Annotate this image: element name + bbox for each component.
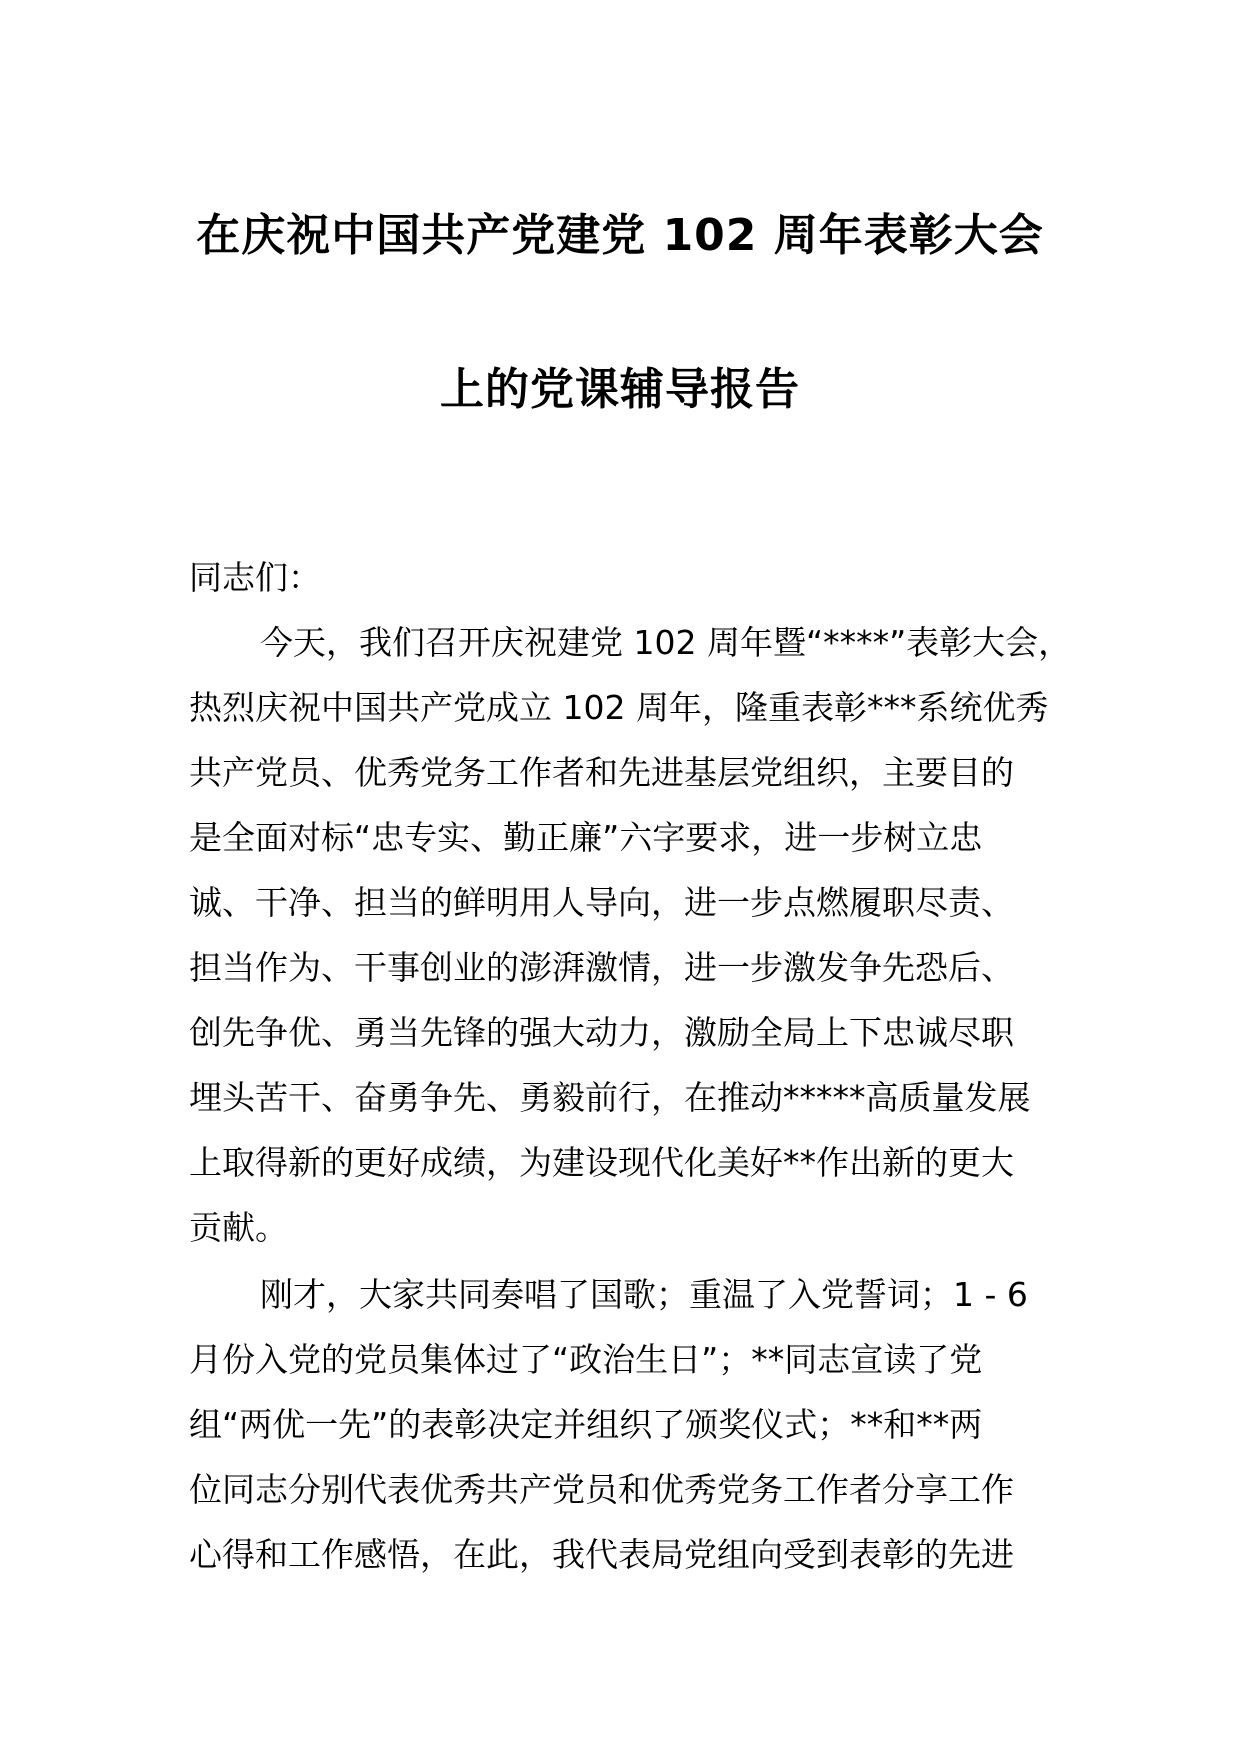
paragraph-line: 担当作为、干事创业的澎湃激情，进一步激发争先恐后、	[189, 948, 1014, 987]
paragraph-line: 今天，我们召开庆祝建党 102 周年暨“****”表彰大会，	[260, 623, 1072, 662]
document-title-line-2: 上的党课辅导报告	[440, 364, 800, 415]
paragraph-line: 月份入党的党员集体过了“政治生日”；**同志宣读了党	[189, 1340, 983, 1379]
paragraph-line: 诚、干净、担当的鲜明用人导向，进一步点燃履职尽责、	[189, 883, 1014, 922]
paragraph-line: 刚才，大家共同奏唱了国歌；重温了入党誓词；1 - 6	[260, 1275, 1028, 1314]
paragraph-line: 创先争优、勇当先锋的强大动力，激励全局上下忠诚尽职	[189, 1013, 1014, 1052]
paragraph-line: 是全面对标“忠专实、勤正廉”六字要求，进一步树立忠	[189, 818, 983, 857]
salutation: 同志们：	[189, 558, 321, 597]
paragraph-1	[189, 610, 1072, 1260]
paragraph-line: 共产党员、优秀党务工作者和先进基层党组织，主要目的	[189, 753, 1014, 792]
paragraph-line: 热烈庆祝中国共产党成立 102 周年，隆重表彰***系统优秀	[189, 688, 1049, 727]
document-title-line-1: 在庆祝中国共产党建党 102 周年表彰大会	[196, 210, 1044, 261]
paragraph-line: 心得和工作感悟，在此，我代表局党组向受到表彰的先进	[189, 1535, 1014, 1574]
paragraph-line: 贡献。	[189, 1208, 288, 1247]
paragraph-line: 组“两优一先”的表彰决定并组织了颁奖仪式；**和**两	[189, 1405, 983, 1444]
paragraph-2	[189, 1262, 1069, 1587]
paragraph-line: 埋头苦干、奋勇争先、勇毅前行，在推动*****高质量发展	[189, 1078, 1031, 1117]
paragraph-line: 位同志分别代表优秀共产党员和优秀党务工作者分享工作	[189, 1470, 1014, 1509]
paragraph-line: 上取得新的更好成绩，为建设现代化美好**作出新的更大	[189, 1143, 1014, 1182]
